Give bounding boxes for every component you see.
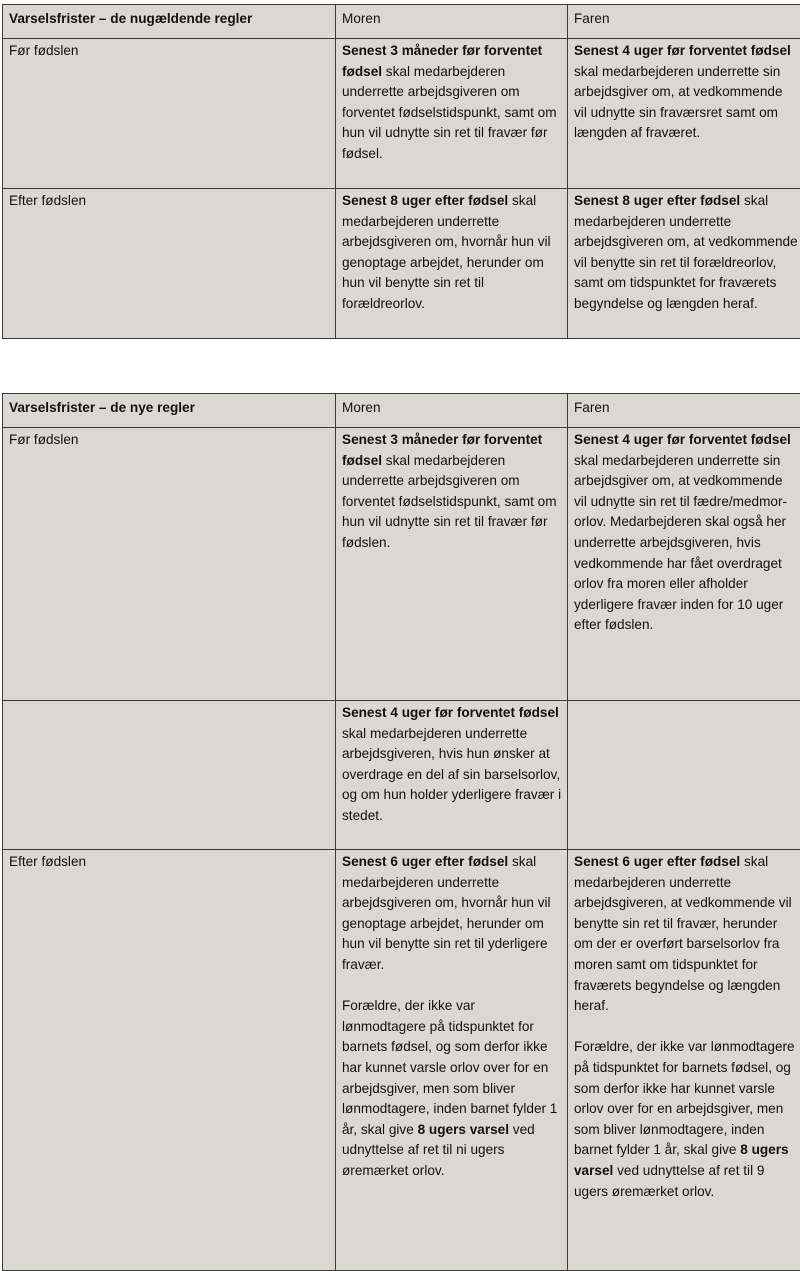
deadline-bold: Senest 3 måneder før forventet fødsel [342,43,542,79]
cell-text: skal medarbejderen underrette arbejdsgiveren om, at vedkommende vil benytte sin ret til forældreorlov, samt om tidspunktet for fraværets begyndelse og længden heraf. [574,193,798,311]
cell-text: skal medarbejderen underrette sin arbejdsgiver om, at vedkommende vil udnytte sin fraværsret samt om længden af fraværet. [574,64,783,141]
table-current-rules [2,4,800,339]
cell-text: skal medarbejderen underrette arbejdsgiveren, hvis hun ønsker at overdrage en del af sin barselsorlov, og om hun holder yderligere fravær i stedet. [342,726,561,823]
table-row [3,39,800,189]
father-cell [568,189,800,339]
table-header-row [3,394,800,428]
cell-text: Forældre, der ikke var lønmodtagere på tidspunktet for barnets fødsel, og som derfor ikke har kunnet varsle orlov over for en arbejdsgiver, men som bliver lønmodtagere, inden barnet fylder 1 år, skal give [342,998,557,1137]
deadline-bold: Senest 6 uger efter fødsel [342,854,508,869]
table-row [3,189,800,339]
row-label: Efter fødslen [3,189,336,339]
cell-text: skal medarbejderen underrette sin arbejdsgiver om, at vedkommende vil udnytte sin ret til fædre/medmor-orlov. Medarbejderen skal også her underrette arbejdsgiveren, hvis vedkommende har fået overdraget orlov fra moren eller afholder yderligere fravær inden for 10 uger efter fødslen. [574,453,787,633]
deadline-bold: Senest 3 måneder før forventet fødsel [342,432,542,468]
header-cell-father: Faren [568,394,800,428]
cell-text: ved udnyttelse af ret til ni ugers øremærket orlov. [342,1122,535,1178]
notice-bold: 8 ugers varsel [574,1142,789,1178]
deadline-bold: Senest 8 uger efter fødsel [342,193,508,208]
row-label [3,701,336,850]
cell-text: skal medarbejderen underrette arbejdsgiveren om forventet fødselstidspunkt, samt om hun vil udnytte sin ret til fravær før fødsel. [342,64,557,161]
table-row [3,850,800,1271]
table-row [3,701,800,850]
header-cell-rules: Varselsfrister – de nye regler [3,394,336,428]
deadline-bold: Senest 4 uger før forventet fødsel [574,432,791,447]
mother-cell [336,189,568,339]
mother-cell [336,428,568,701]
notice-bold: 8 ugers varsel [418,1122,509,1137]
cell-text: skal medarbejderen underrette arbejdsgiveren om, hvornår hun vil genoptage arbejdet, herunder om hun vil benytte sin ret til forældreorlov. [342,193,551,311]
cell-text: skal medarbejderen underrette arbejdsgiveren om, hvornår hun vil genoptage arbejdet, herunder om hun vil benytte sin ret til yderligere fravær. [342,854,551,972]
deadline-bold: Senest 4 uger før forventet fødsel [342,705,559,720]
cell-text: skal medarbejderen underrette arbejdsgiveren, at vedkommende vil benytte sin ret til fravær, herunder om der er overført barselsorlov fra moren samt om tidspunktet for fraværets begyndelse og længden heraf. [574,854,792,1013]
row-label: Før fødslen [3,428,336,701]
father-cell [568,850,800,1271]
cell-text: skal medarbejderen underrette arbejdsgiveren om forventet fødselstidspunkt, samt om hun vil udnytte sin ret til fravær før fødslen. [342,453,557,550]
header-cell-mother: Moren [336,394,568,428]
deadline-bold: Senest 4 uger før forventet fødsel [574,43,791,58]
table-new-rules [2,393,800,1271]
row-label: Før fødslen [3,39,336,189]
cell-text: ved udnyttelse af ret til 9 ugers øremærket orlov. [574,1163,764,1199]
table-row [3,428,800,701]
father-cell [568,428,800,701]
paragraph-gap [342,976,562,997]
header-cell-rules: Varselsfrister – de nugældende regler [3,5,336,39]
row-label: Efter fødslen [3,850,336,1271]
mother-cell [336,850,568,1271]
header-cell-father: Faren [568,5,800,39]
father-cell [568,39,800,189]
father-cell [568,701,800,850]
deadline-bold: Senest 8 uger efter fødsel [574,193,740,208]
paragraph-gap [574,1017,798,1038]
cell-text: Forældre, der ikke var lønmodtagere på tidspunktet for barnets fødsel, og som derfor ikke har kunnet varsle orlov over for en arbejdsgiver, men som bliver lønmodtagere, inden barnet fylder 1 år, skal give [574,1039,795,1157]
mother-cell [336,39,568,189]
table-header-row [3,5,800,39]
deadline-bold: Senest 6 uger efter fødsel [574,854,740,869]
mother-cell [336,701,568,850]
header-cell-mother: Moren [336,5,568,39]
